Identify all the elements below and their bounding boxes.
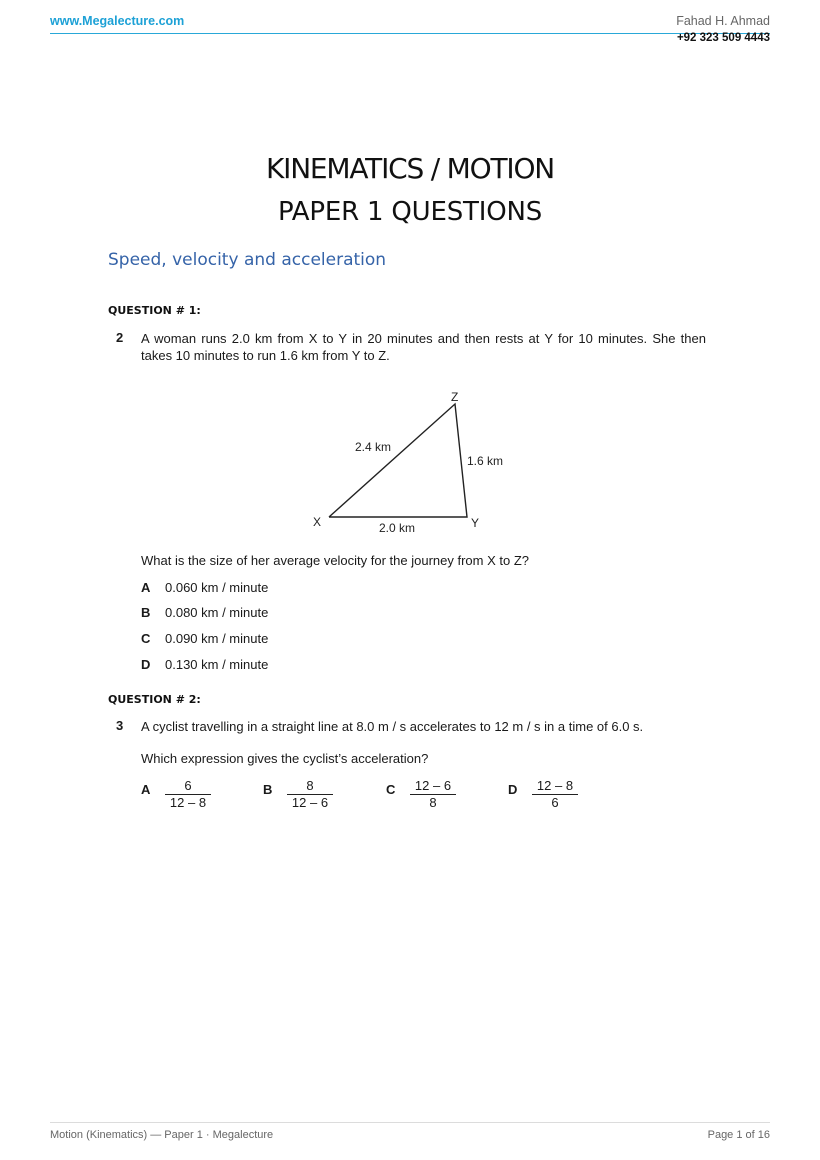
triangle-outline <box>329 404 467 517</box>
fraction-denominator: 6 <box>551 795 559 810</box>
option-text: 0.060 km / minute <box>165 580 269 595</box>
option-letter: A <box>141 580 151 595</box>
question-text: A woman runs 2.0 km from X to Y in 20 minutes and then rests at Y for 10 minutes. She then takes 10 minutes to run 1.6 km from Y to Z. <box>141 331 706 363</box>
side-yz-label: 1.6 km <box>467 454 504 468</box>
page-header <box>50 14 770 34</box>
question-label: QUESTION # 2: <box>108 693 201 706</box>
fraction-numerator: 12 – 8 <box>536 778 574 793</box>
section-heading: Speed, velocity and acceleration <box>108 250 387 270</box>
option-letter: A <box>141 782 151 797</box>
fraction-denominator: 12 – 8 <box>169 795 207 810</box>
option-letter: C <box>141 631 151 646</box>
triangle-diagram <box>300 384 520 540</box>
answer-option[interactable] <box>263 778 343 812</box>
question-label: QUESTION # 1: <box>108 304 201 317</box>
question-text: A cyclist travelling in a straight line at 8.0 m / s accelerates to 12 m / s in a time of 6.0 s. <box>141 719 644 734</box>
fraction-denominator: 8 <box>429 795 437 810</box>
question-prompt: What is the size of her average velocity for the journey from X to Z? <box>141 553 530 568</box>
option-text: 0.130 km / minute <box>165 657 269 672</box>
question-prompt: Which expression gives the cyclist’s acceleration? <box>141 751 429 766</box>
fraction-numerator: 8 <box>306 778 314 793</box>
fraction <box>532 778 578 810</box>
option-letter: C <box>386 782 396 797</box>
option-text: 0.080 km / minute <box>165 605 269 620</box>
option-letter: B <box>141 605 151 620</box>
answer-option[interactable] <box>141 580 268 598</box>
question-number: 2 <box>116 330 124 345</box>
fraction <box>165 778 211 810</box>
answer-option[interactable] <box>508 778 588 812</box>
answer-option[interactable] <box>141 778 221 812</box>
question-number: 3 <box>116 718 124 733</box>
option-letter: D <box>508 782 518 797</box>
fraction-denominator: 12 – 6 <box>291 795 329 810</box>
footer-title: Motion (Kinematics) — Paper 1 · Megalecture <box>50 1129 274 1141</box>
fraction <box>410 778 456 810</box>
fraction <box>287 778 333 810</box>
point-y-label: Y <box>471 516 480 530</box>
phone-number: +92 323 509 4443 <box>676 32 770 44</box>
side-xy-label: 2.0 km <box>379 521 416 535</box>
answer-option[interactable] <box>141 605 268 623</box>
page-footer <box>50 1122 770 1141</box>
side-xz-label: 2.4 km <box>355 440 392 454</box>
page-subtitle: PAPER 1 QUESTIONS <box>277 197 543 227</box>
fraction-numerator: 6 <box>184 778 192 793</box>
point-z-label: Z <box>451 390 459 404</box>
author-name: Fahad H. Ahmad <box>676 14 770 28</box>
page-title: KINEMATICS / MOTION <box>265 152 555 185</box>
answer-option[interactable] <box>386 778 466 812</box>
answer-option[interactable] <box>141 631 268 649</box>
site-link[interactable]: www.Megalecture.com <box>50 14 185 28</box>
answer-option[interactable] <box>141 657 268 675</box>
fraction-numerator: 12 – 6 <box>414 778 452 793</box>
option-letter: B <box>263 782 273 797</box>
option-letter: D <box>141 657 151 672</box>
option-text: 0.090 km / minute <box>165 631 269 646</box>
point-x-label: X <box>313 515 322 529</box>
page-number: Page 1 of 16 <box>707 1129 770 1141</box>
